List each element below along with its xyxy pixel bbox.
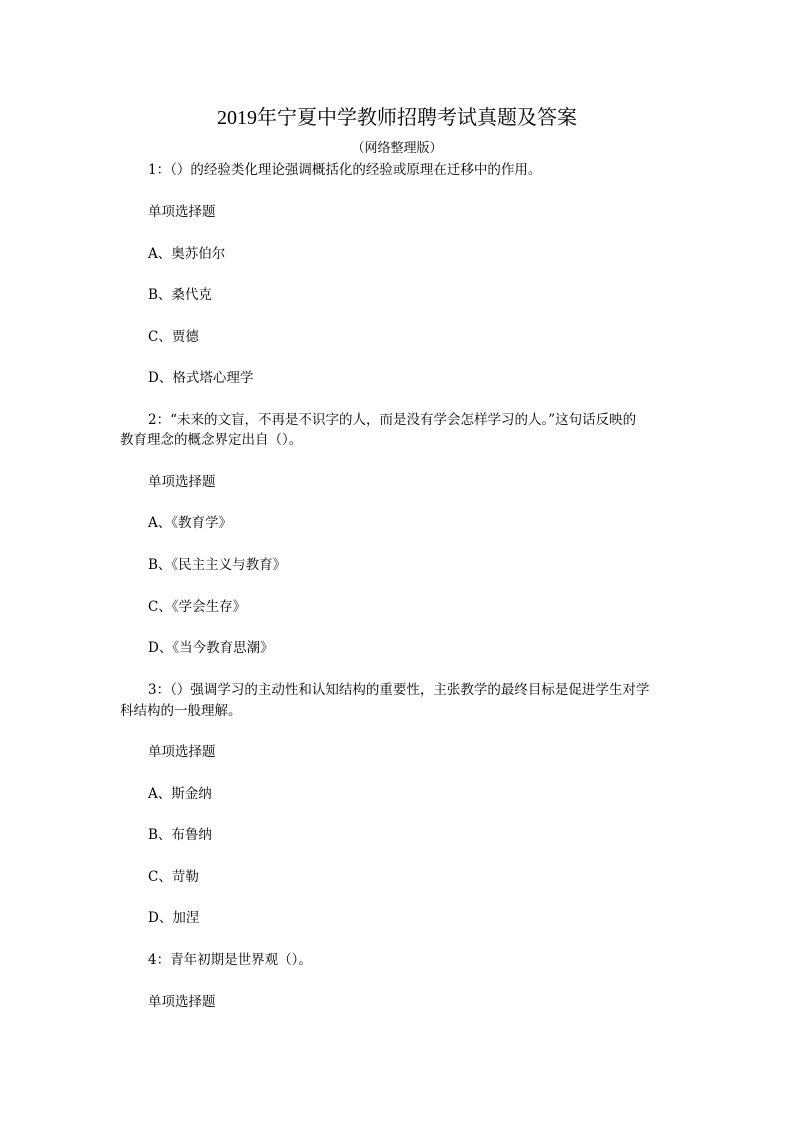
question-1-type: 单项选择题 <box>148 204 216 220</box>
question-3-stem-continued: 科结构的一般理解。 <box>120 703 242 719</box>
question-2-option-d: D、《当今教育思潮》 <box>148 640 274 656</box>
question-3-option-b: B、布鲁纳 <box>148 827 212 843</box>
question-1-option-b: B、桑代克 <box>148 287 212 303</box>
question-2-type: 单项选择题 <box>148 474 216 490</box>
question-2-option-b: B、《民主主义与教育》 <box>148 557 287 573</box>
question-1-option-a: A、奥苏伯尔 <box>148 246 226 262</box>
question-2-option-a: A、《教育学》 <box>148 515 232 531</box>
question-2-stem: 2：“未来的文盲，不再是不识字的人，而是没有学会怎样学习的人。”这句话反映的 <box>148 412 637 428</box>
document-subtitle: （网络整理版） <box>351 141 443 156</box>
question-1-option-d: D、格式塔心理学 <box>148 370 254 386</box>
question-3-option-c: C、苛勒 <box>148 869 199 885</box>
question-3-stem: 3：（）强调学习的主动性和认知结构的重要性，主张教学的最终目标是促进学生对学 <box>148 682 650 698</box>
question-3-type: 单项选择题 <box>148 744 216 760</box>
question-4-stem: 4：青年初期是世界观（）。 <box>148 952 312 968</box>
question-2-stem-continued: 教育理念的概念界定出自（）。 <box>120 432 303 448</box>
document-title: 2019年宁夏中学教师招聘考试真题及答案 <box>217 107 577 129</box>
question-3-option-a: A、斯金纳 <box>148 786 212 802</box>
question-3-option-d: D、加涅 <box>148 910 200 926</box>
question-1-option-c: C、贾德 <box>148 329 199 345</box>
question-2-option-c: C、《学会生存》 <box>148 599 247 615</box>
question-4-type: 单项选择题 <box>148 994 216 1010</box>
question-1-stem: 1：（）的经验类化理论强调概括化的经验或原理在迁移中的作用。 <box>148 162 542 178</box>
